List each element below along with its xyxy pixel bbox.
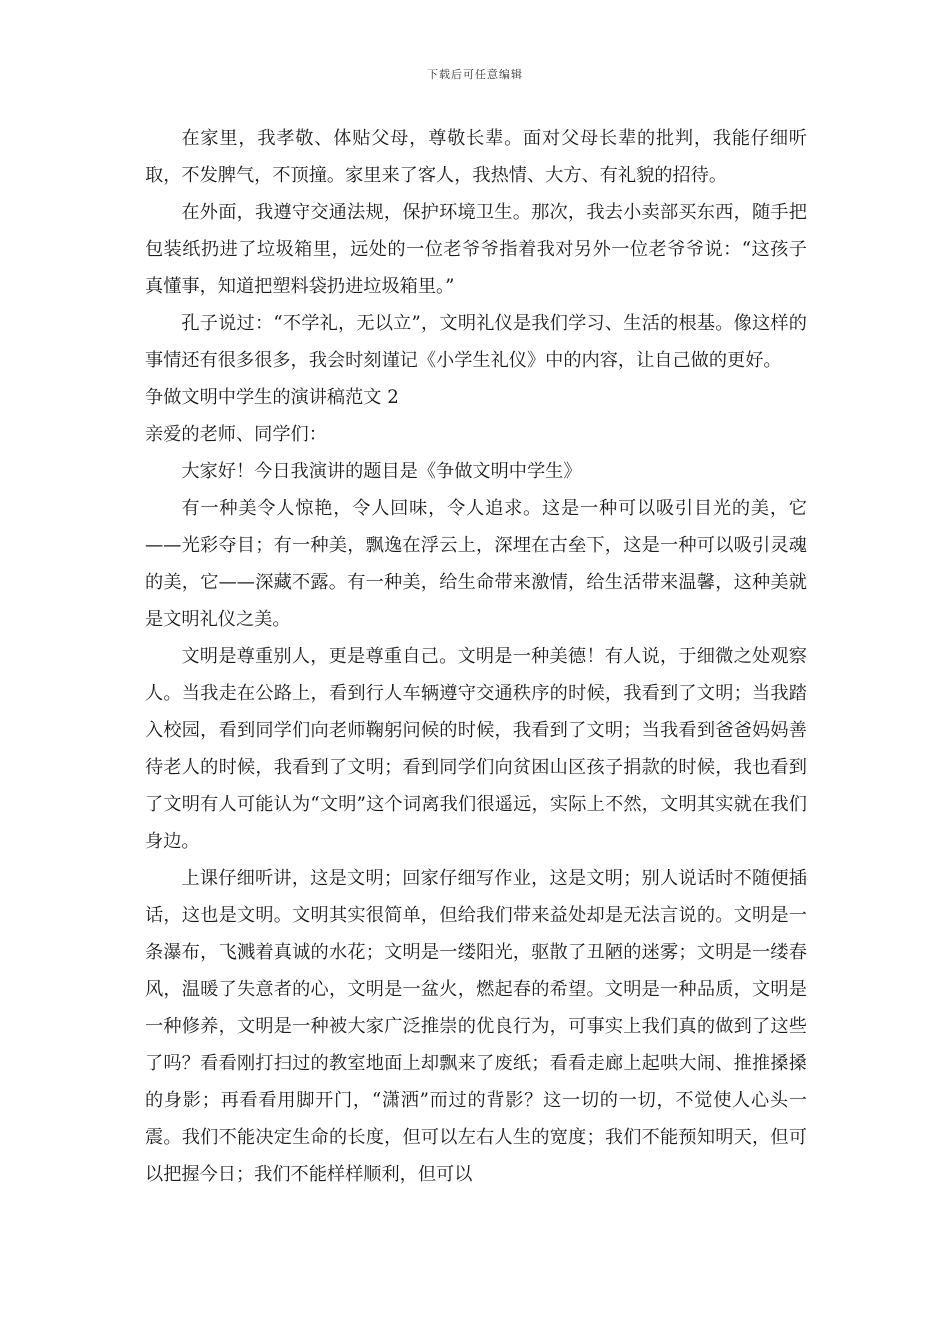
document-body: [145, 120, 807, 1193]
paragraph: 大家好！今日我演讲的题目是《争做文明中学生》: [181, 461, 582, 482]
paragraph: 孔子说过：“不学礼，无以立”，文明礼仪是我们学习、生活的根基。像这样的事情还有很多很多，我会时刻谨记《小学生礼仪》中的内容，让自己做的更好。: [145, 313, 807, 371]
greeting: 亲爱的老师、同学们：: [145, 424, 327, 445]
paragraph: 有一种美令人惊艳，令人回味，令人追求。这是一种可以吸引目光的美，它——光彩夺目；有一种美，飘逸在浮云上，深埋在古垒下，这是一种可以吸引灵魂的美，它——深藏不露。有一种美，给生命带来激情，给生活带来温馨，这种美就是文明礼仪之美。: [145, 498, 807, 630]
paragraph: 在家里，我孝敬、体贴父母，尊敬长辈。面对父母长辈的批判，我能仔细听取，不发脾气，不顶撞。家里来了客人，我热情、大方、有礼貌的招待。: [145, 128, 807, 186]
section-title: 争做文明中学生的演讲稿范文 2: [145, 387, 399, 408]
paragraph: 文明是尊重别人，更是尊重自己。文明是一种美德！有人说，于细微之处观察人。当我走在公路上，看到行人车辆遵守交通秩序的时候，我看到了文明；当我踏入校园，看到同学们向老师鞠躬问候的时候，我看到了文明；当我看到爸爸妈妈善待老人的时候，我看到了文明；看到同学们向贫困山区孩子捐款的时候，我也看到了文明有人可能认为“文明”这个词离我们很遥远，实际上不然，文明其实就在我们身边。: [145, 646, 807, 852]
paragraph: 在外面，我遵守交通法规，保护环境卫生。那次，我去小卖部买东西，随手把包装纸扔进了垃圾箱里，远处的一位老爷爷指着我对另外一位老爷爷说：“这孩子真懂事，知道把塑料袋扔进垃圾箱里。”: [145, 202, 807, 297]
page-header: 下载后可任意编辑: [427, 68, 523, 81]
paragraph: 上课仔细听讲，这是文明；回家仔细写作业，这是文明；别人说话时不随便插话，这也是文明。文明其实很简单，但给我们带来益处却是无法言说的。文明是一条瀑布，飞溅着真诚的水花；文明是一缕阳光，驱散了丑陋的迷雾；文明是一缕春风，温暖了失意者的心，文明是一盆火，燃起春的希望。文明是一种品质，文明是一种修养，文明是一种被大家广泛推崇的优良行为，可事实上我们真的做到了这些了吗？看看刚打扫过的教室地面上却飘来了废纸；看看走廊上起哄大闹、推推搡搡的身影；再看看用脚开门，“潇洒”而过的背影？这一切的一切，不觉使人心头一震。我们不能决定生命的长度，但可以左右人生的宽度；我们不能预知明天，但可以把握今日；我们不能样样顺利，但可以: [145, 868, 807, 1185]
